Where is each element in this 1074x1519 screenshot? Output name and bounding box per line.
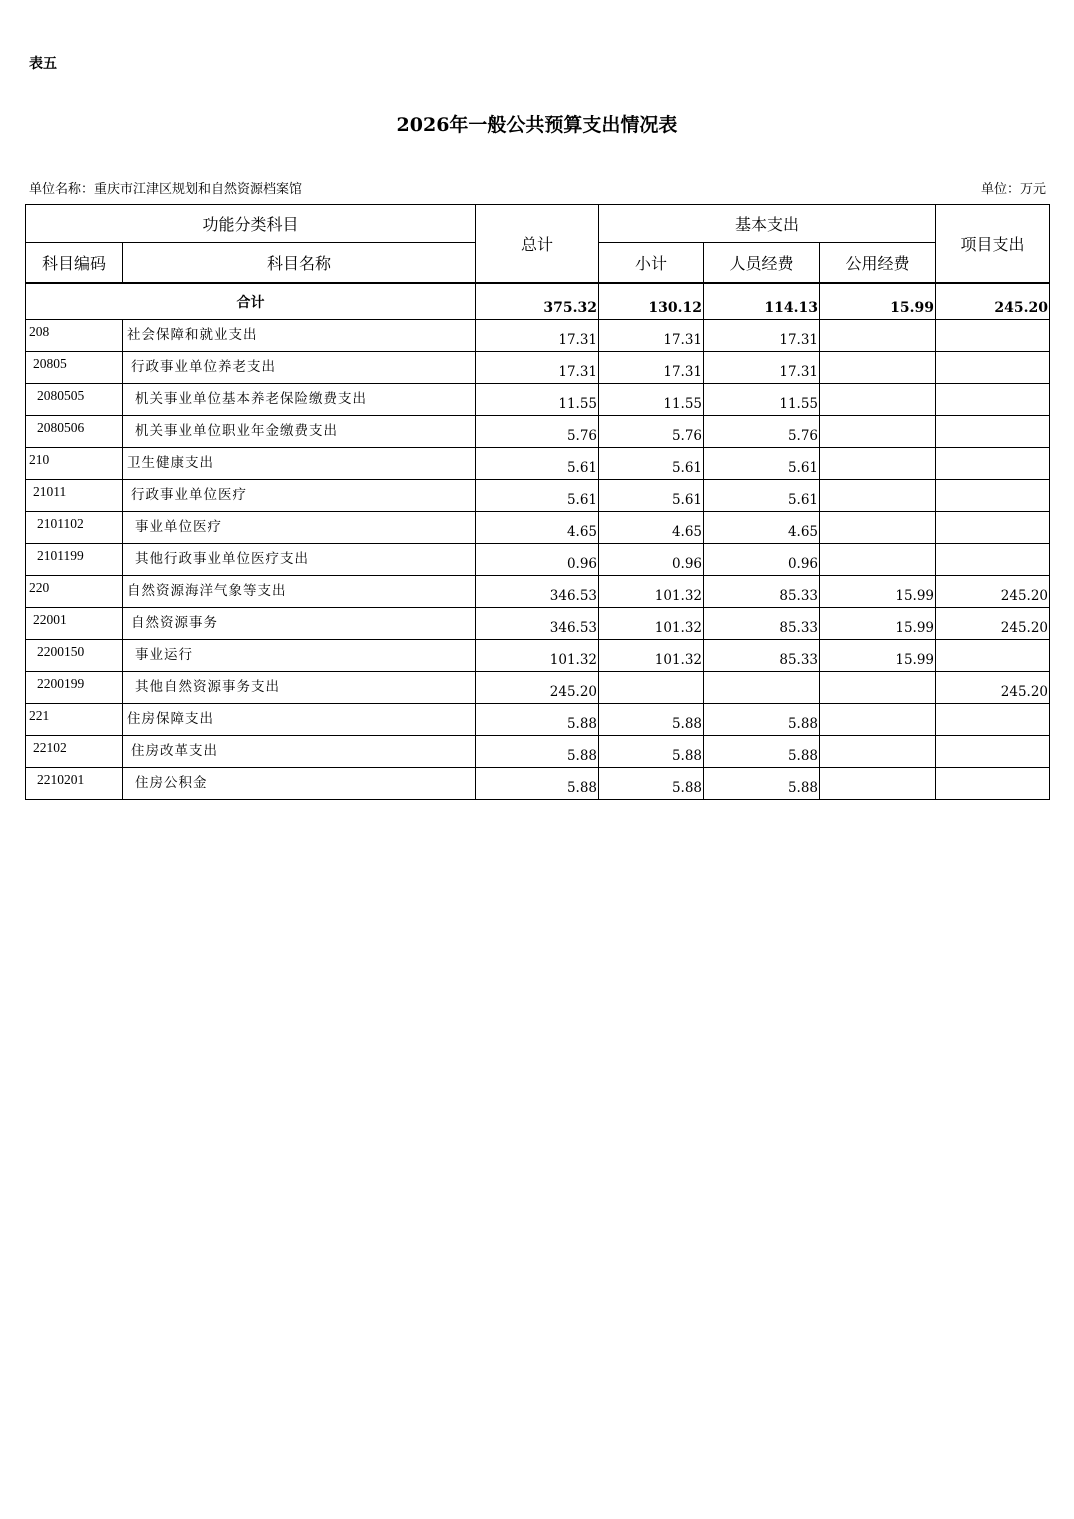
row-subtotal: 101.32	[599, 608, 704, 640]
row-public	[820, 768, 936, 800]
row-subtotal: 11.55	[599, 384, 704, 416]
table-row	[26, 576, 1050, 608]
row-public: 15.99	[820, 640, 936, 672]
row-subtotal: 5.88	[599, 736, 704, 768]
row-project	[936, 320, 1050, 352]
row-subtotal: 5.76	[599, 416, 704, 448]
row-code: 221	[26, 704, 123, 736]
row-project	[936, 640, 1050, 672]
row-total: 5.88	[476, 768, 599, 800]
row-name: 其他行政事业单位医疗支出	[123, 544, 476, 576]
row-personnel: 85.33	[704, 640, 820, 672]
row-total: 5.61	[476, 448, 599, 480]
row-code: 2200150	[26, 640, 123, 672]
table-row	[26, 352, 1050, 384]
row-subtotal: 5.88	[599, 768, 704, 800]
table-row	[26, 768, 1050, 800]
row-subtotal: 101.32	[599, 576, 704, 608]
header-total: 总计	[476, 205, 599, 284]
table-row	[26, 480, 1050, 512]
row-code: 220	[26, 576, 123, 608]
row-public	[820, 480, 936, 512]
row-personnel	[704, 672, 820, 704]
currency-unit-label: 单位：万元	[980, 182, 1046, 197]
table-row	[26, 640, 1050, 672]
row-total: 101.32	[476, 640, 599, 672]
table-row	[26, 736, 1050, 768]
row-personnel: 85.33	[704, 608, 820, 640]
row-public	[820, 704, 936, 736]
row-total: 346.53	[476, 608, 599, 640]
total-label: 合计	[26, 283, 476, 320]
row-total: 11.55	[476, 384, 599, 416]
total-subtotal: 130.12	[599, 283, 704, 320]
header-code: 科目编码	[26, 243, 123, 284]
row-project	[936, 480, 1050, 512]
row-name: 住房公积金	[123, 768, 476, 800]
row-subtotal: 17.31	[599, 320, 704, 352]
row-public	[820, 736, 936, 768]
row-name: 机关事业单位基本养老保险缴费支出	[123, 384, 476, 416]
row-name: 其他自然资源事务支出	[123, 672, 476, 704]
header-personnel: 人员经费	[704, 243, 820, 284]
row-code: 2200199	[26, 672, 123, 704]
row-code: 2101199	[26, 544, 123, 576]
row-name: 社会保障和就业支出	[123, 320, 476, 352]
row-total: 4.65	[476, 512, 599, 544]
header-subtotal: 小计	[599, 243, 704, 284]
row-name: 行政事业单位养老支出	[123, 352, 476, 384]
row-personnel: 17.31	[704, 352, 820, 384]
row-public	[820, 352, 936, 384]
total-row	[26, 283, 1050, 320]
row-subtotal	[599, 672, 704, 704]
row-total: 0.96	[476, 544, 599, 576]
row-subtotal: 4.65	[599, 512, 704, 544]
header-basic: 基本支出	[599, 205, 936, 243]
row-code: 2101102	[26, 512, 123, 544]
row-total: 346.53	[476, 576, 599, 608]
row-name: 行政事业单位医疗	[123, 480, 476, 512]
row-personnel: 5.61	[704, 480, 820, 512]
total-project: 245.20	[936, 283, 1050, 320]
row-personnel: 85.33	[704, 576, 820, 608]
row-name: 住房改革支出	[123, 736, 476, 768]
row-project	[936, 352, 1050, 384]
row-personnel: 5.76	[704, 416, 820, 448]
row-public	[820, 320, 936, 352]
row-name: 卫生健康支出	[123, 448, 476, 480]
row-public: 15.99	[820, 576, 936, 608]
row-total: 5.88	[476, 704, 599, 736]
row-project: 245.20	[936, 672, 1050, 704]
row-project	[936, 544, 1050, 576]
header-func-class: 功能分类科目	[26, 205, 476, 243]
row-public	[820, 384, 936, 416]
row-code: 2210201	[26, 768, 123, 800]
row-project	[936, 704, 1050, 736]
row-code: 2080505	[26, 384, 123, 416]
header-public: 公用经费	[820, 243, 936, 284]
row-project	[936, 768, 1050, 800]
row-total: 5.76	[476, 416, 599, 448]
row-public	[820, 672, 936, 704]
row-total: 245.20	[476, 672, 599, 704]
row-subtotal: 5.61	[599, 448, 704, 480]
row-public	[820, 448, 936, 480]
row-code: 22102	[26, 736, 123, 768]
row-name: 事业单位医疗	[123, 512, 476, 544]
row-subtotal: 5.88	[599, 704, 704, 736]
row-project: 245.20	[936, 576, 1050, 608]
row-project	[936, 416, 1050, 448]
table-row	[26, 384, 1050, 416]
row-code: 210	[26, 448, 123, 480]
total-public: 15.99	[820, 283, 936, 320]
row-public	[820, 544, 936, 576]
row-project	[936, 448, 1050, 480]
header-name: 科目名称	[123, 243, 476, 284]
row-personnel: 11.55	[704, 384, 820, 416]
table-row	[26, 512, 1050, 544]
row-code: 2080506	[26, 416, 123, 448]
page-title: 2026年一般公共预算支出情况表	[396, 114, 678, 136]
row-public	[820, 512, 936, 544]
row-subtotal: 0.96	[599, 544, 704, 576]
total-personnel: 114.13	[704, 283, 820, 320]
row-personnel: 5.88	[704, 768, 820, 800]
row-name: 事业运行	[123, 640, 476, 672]
table-row	[26, 608, 1050, 640]
table-number: 表五	[29, 56, 57, 72]
budget-table	[25, 204, 1050, 800]
table-row	[26, 448, 1050, 480]
row-project	[936, 512, 1050, 544]
row-subtotal: 101.32	[599, 640, 704, 672]
table-row	[26, 704, 1050, 736]
row-public: 15.99	[820, 608, 936, 640]
row-code: 21011	[26, 480, 123, 512]
row-project	[936, 736, 1050, 768]
row-name: 自然资源海洋气象等支出	[123, 576, 476, 608]
row-total: 17.31	[476, 320, 599, 352]
row-subtotal: 17.31	[599, 352, 704, 384]
row-code: 208	[26, 320, 123, 352]
row-project: 245.20	[936, 608, 1050, 640]
row-personnel: 5.88	[704, 704, 820, 736]
row-personnel: 0.96	[704, 544, 820, 576]
header-row-1	[26, 205, 1050, 243]
unit-name-label: 单位名称：重庆市江津区规划和自然资源档案馆	[29, 182, 303, 197]
row-total: 5.88	[476, 736, 599, 768]
row-total: 5.61	[476, 480, 599, 512]
row-code: 22001	[26, 608, 123, 640]
row-name: 自然资源事务	[123, 608, 476, 640]
row-personnel: 5.88	[704, 736, 820, 768]
total-total: 375.32	[476, 283, 599, 320]
header-project: 项目支出	[936, 205, 1050, 284]
row-project	[936, 384, 1050, 416]
table-row	[26, 416, 1050, 448]
row-personnel: 17.31	[704, 320, 820, 352]
table-row	[26, 544, 1050, 576]
table-row	[26, 672, 1050, 704]
row-personnel: 4.65	[704, 512, 820, 544]
table-row	[26, 320, 1050, 352]
row-public	[820, 416, 936, 448]
row-subtotal: 5.61	[599, 480, 704, 512]
row-name: 机关事业单位职业年金缴费支出	[123, 416, 476, 448]
row-total: 17.31	[476, 352, 599, 384]
row-name: 住房保障支出	[123, 704, 476, 736]
row-code: 20805	[26, 352, 123, 384]
row-personnel: 5.61	[704, 448, 820, 480]
